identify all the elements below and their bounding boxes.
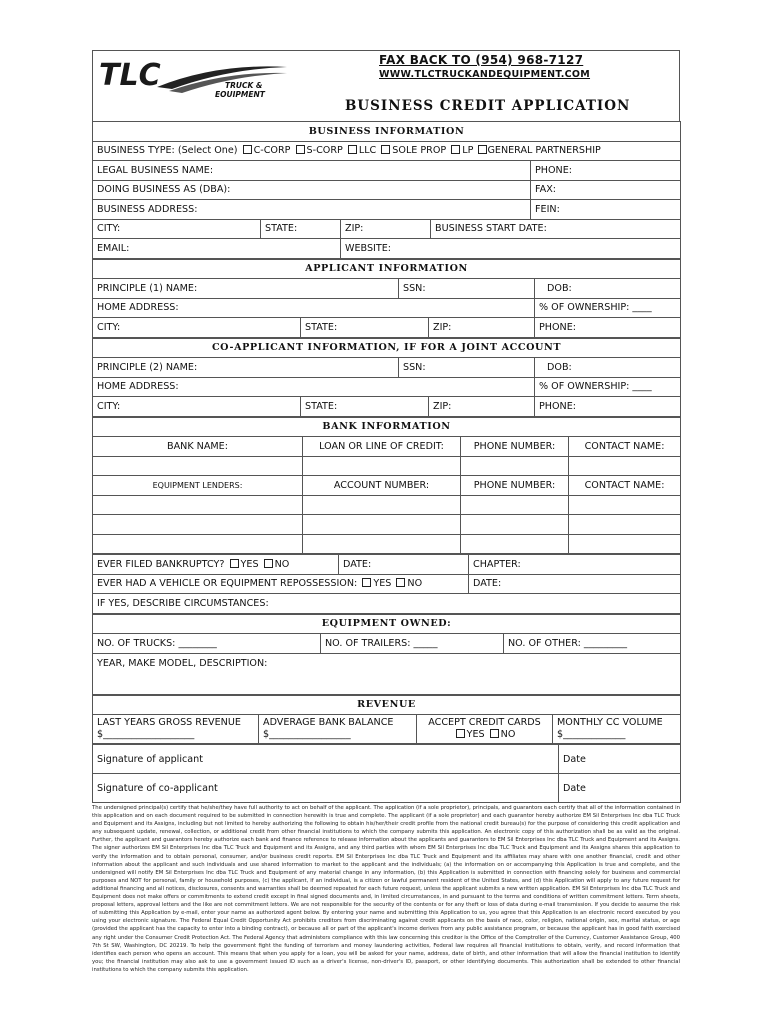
bank-contact-header: CONTACT NAME: [569, 437, 681, 457]
bank-table [92, 417, 681, 555]
bankruptcy-no-checkbox[interactable] [264, 559, 273, 568]
section-bank-information: BANK INFORMATION [93, 417, 681, 437]
coapplicant-table [92, 338, 681, 417]
signature-table [92, 744, 681, 803]
page-title: BUSINESS CREDIT APPLICATION [345, 98, 631, 114]
history-table [92, 554, 681, 614]
applicant-signature-field[interactable]: Signature of applicant [93, 745, 559, 774]
website-link[interactable]: WWW.TLCTRUCKANDEQUIPMENT.COM [379, 69, 591, 80]
lender-row-cell[interactable] [569, 495, 681, 515]
accept-credit-cards-field[interactable]: ACCEPT CREDIT CARDS YES NO [417, 715, 553, 744]
bank-row-cell[interactable] [461, 456, 569, 476]
credit-application-form [92, 50, 680, 974]
lender-row-cell[interactable] [303, 515, 461, 535]
fein-field[interactable]: FEIN: [531, 200, 681, 220]
principal-2-phone-field[interactable]: PHONE: [535, 397, 681, 417]
principal-1-state-field[interactable]: STATE: [301, 318, 429, 338]
lender-phone-header: PHONE NUMBER: [461, 476, 569, 496]
section-revenue: REVENUE [93, 695, 681, 715]
lender-row-cell[interactable] [461, 495, 569, 515]
bankruptcy-date-field[interactable]: DATE: [339, 555, 469, 575]
business-address-field[interactable]: BUSINESS ADDRESS: [93, 200, 531, 220]
business-phone-field[interactable]: PHONE: [531, 161, 681, 181]
cards-no-checkbox[interactable] [490, 729, 499, 738]
bank-row-cell[interactable] [569, 456, 681, 476]
trucks-count-field[interactable]: NO. OF TRUCKS: ________ [93, 634, 321, 654]
section-business-information: BUSINESS INFORMATION [93, 122, 681, 142]
principal-2-state-field[interactable]: STATE: [301, 397, 429, 417]
bankruptcy-field[interactable]: EVER FILED BANKRUPTCY? YES NO [93, 555, 339, 575]
business-start-date-field[interactable]: BUSINESS START DATE: [431, 219, 681, 239]
equipment-lenders-header: EQUIPMENT LENDERS: [93, 476, 303, 496]
principal-1-name-field[interactable]: PRINCIPLE (1) NAME: [93, 279, 399, 299]
business-table [92, 121, 681, 259]
fax-back-number: FAX BACK TO (954) 968-7127 [379, 53, 584, 67]
cards-yes-checkbox[interactable] [456, 729, 465, 738]
authorization-disclosure-text: The undersigned principal(s) certify that he/she/they have full authority to act on behalf of the applicant. The application (if a sole proprietor), principals, and guarantors each certify that all of the information contained in this application and on each document required to be submitted in connection herewith is true and complete. The applicant (if a sole proprietor) and each guarantor hereby authorize EM Sil Enterprises Inc dba TLC Truck and Equipment and its Assigns, including but not limited to hereby authorizing the following to obtain his/her/their credit profile from the national credit bureau(s) for the purpose of considering this credit application and any subsequent update, renewal, collection, or additional credit from other financial institutions to which the company submits this application. An electronic copy of this authorization shall be as valid as the original. Further, the applicant and guarantors hereby authorize each bank and finance reference to release information about the applicants and guarantors to EM Sil Enterprises Inc dba TLC Truck and Equipment and its Assigns. The signer authorizes EM Sil Enterprises Inc dba TLC Truck and Equipment and its Assigns, and any third parties with whom EM Sil Enterprises Inc dba TLC Truck and Equipment and its Assigns shares this application to verify the information and to obtain personal, consumer, and/or business credit reports. EM Sil Enterprises Inc dba TLC Truck and Equipment and its affiliates may share with one another financial, credit and other information about the applicant and such individuals and use shared information to market to the applicant and the individuals; (a) the information on or accompanying this Application is true and complete, and the undersigned will notify EM Sil Enterprises Inc dba TLC Truck and Equipment of any material change in any information, (b) this Application is submitted in connection with financing solely for business and commercial purposes and NOT for personal, family or household purposes, (c) the applicant, if an individual, is a citizen or lawful permanent resident of the United States, and (d) this Application will apply to any future request for additional financing and all notices, disclosures, consents and warranties shall be deemed repeated for each future request, unless the applicant submits a new written application. EM Sil Enterprises Inc dba TLC Truck and Equipment does not make offers or commitments to extend credit except in final signed documents and, in limited circumstances, in and pursuant to the terms and conditions of written commitment letters. Term sheets, proposal letters, approval letters and the like are not commitment letters. We are not responsible for the security of the contents or for any theft or loss of data during e-mail transmission. If you decide to assume the risk of submitting this Application by e-mail, enter your name as authorized agent below. By entering your name and submitting this Application to us, you agree that this Application is an electronic record executed by you using your electronic signature. The Federal Equal Credit Opportunity Act prohibits creditors from discriminating against credit applicants on the basis of race, color, religion, national origin, sex, marital status, or age (provided the applicant has the capacity to enter into a binding contract), or because all or part of the applicant's income derives from any public assistance program, or because the applicant has in good faith exercised any right under the Consumer Credit Protection Act. The Federal Agency that administers compliance with this law concerning this creditor is the Office of the Comptroller of the Currency, Customer Assistance Group, 400 7th St SW, Washington, DC 20219. To help the government fight the funding of terrorism and money laundering activities, Federal law requires all financial institutions to obtain, verify, and record information that identifies each person who opens an account. This means that when you apply for a loan, you will be asked for your name, address, date of birth, and other information that will allow the financial institution to identify you; the financial institution may also ask to use a government issued ID such as a driver's license, non-driver's ID, passport, or other identifying documents. This authorization shall be extended to other financial institutions to which the company submits this application. [92, 805, 680, 973]
svg-text:TRUCK &: TRUCK & [225, 81, 263, 90]
describe-circumstances-field[interactable]: IF YES, DESCRIBE CIRCUMSTANCES: [93, 594, 681, 614]
business-website-field[interactable]: WEBSITE: [341, 239, 681, 259]
principal-2-dob-field[interactable]: DOB: [535, 358, 681, 378]
principal-1-dob-field[interactable]: DOB: [535, 279, 681, 299]
section-applicant-information: APPLICANT INFORMATION [93, 259, 681, 279]
sole-prop-checkbox[interactable] [381, 145, 390, 154]
business-state-field[interactable]: STATE: [261, 219, 341, 239]
coapplicant-signature-field[interactable]: Signature of co-applicant [93, 774, 559, 803]
s-corp-checkbox[interactable] [296, 145, 305, 154]
repossession-yes-checkbox[interactable] [362, 578, 371, 587]
other-count-field[interactable]: NO. OF OTHER: _________ [504, 634, 681, 654]
repossession-field[interactable]: EVER HAD A VEHICLE OR EQUIPMENT REPOSSESSION: YES NO [93, 574, 469, 594]
principal-1-zip-field[interactable]: ZIP: [429, 318, 535, 338]
principal-2-city-field[interactable]: CITY: [93, 397, 301, 417]
coapplicant-date-field[interactable]: Date [559, 774, 681, 803]
principal-2-home-address-field[interactable]: HOME ADDRESS: [93, 377, 535, 397]
business-city-field[interactable]: CITY: [93, 219, 261, 239]
trailers-count-field[interactable]: NO. OF TRAILERS: _____ [321, 634, 504, 654]
lender-row-cell[interactable] [303, 534, 461, 554]
section-coapplicant-information: CO-APPLICANT INFORMATION, IF FOR A JOINT ACCOUNT [93, 338, 681, 358]
lender-row-cell[interactable] [461, 534, 569, 554]
c-corp-checkbox[interactable] [243, 145, 252, 154]
business-zip-field[interactable]: ZIP: [341, 219, 431, 239]
bank-balance-field[interactable]: ADVERAGE BANK BALANCE $_________________ [259, 715, 417, 744]
equipment-description-field[interactable]: YEAR, MAKE MODEL, DESCRIPTION: [93, 653, 681, 694]
lender-row-cell[interactable] [303, 495, 461, 515]
tlc-logo [97, 57, 287, 97]
principal-2-ssn-field[interactable]: SSN: [399, 358, 535, 378]
bankruptcy-chapter-field[interactable]: CHAPTER: [469, 555, 681, 575]
account-number-header: ACCOUNT NUMBER: [303, 476, 461, 496]
section-equipment-owned: EQUIPMENT OWNED: [93, 614, 681, 634]
svg-text:EQUIPMENT: EQUIPMENT [215, 90, 265, 97]
bank-row-cell[interactable] [93, 456, 303, 476]
business-type-field[interactable]: BUSINESS TYPE: (Select One) C-CORP S-CORP LLC SOLE PROP LP GENERAL PARTNERSHIP [93, 141, 681, 161]
lender-row-cell[interactable] [461, 515, 569, 535]
loan-line-header: LOAN OR LINE OF CREDIT: [303, 437, 461, 457]
bank-row-cell[interactable] [303, 456, 461, 476]
lender-row-cell[interactable] [93, 515, 303, 535]
legal-business-name-field[interactable]: LEGAL BUSINESS NAME: [93, 161, 531, 181]
lender-row-cell[interactable] [569, 515, 681, 535]
llc-checkbox[interactable] [348, 145, 357, 154]
principal-1-ownership-field[interactable]: % OF OWNERSHIP: ____ [535, 298, 681, 318]
lender-contact-header: CONTACT NAME: [569, 476, 681, 496]
principal-2-name-field[interactable]: PRINCIPLE (2) NAME: [93, 358, 399, 378]
repossession-no-checkbox[interactable] [396, 578, 405, 587]
principal-1-home-address-field[interactable]: HOME ADDRESS: [93, 298, 535, 318]
business-fax-field[interactable]: FAX: [531, 180, 681, 200]
principal-2-ownership-field[interactable]: % OF OWNERSHIP: ____ [535, 377, 681, 397]
bank-name-header: BANK NAME: [93, 437, 303, 457]
lender-row-cell[interactable] [93, 534, 303, 554]
bankruptcy-yes-checkbox[interactable] [230, 559, 239, 568]
business-email-field[interactable]: EMAIL: [93, 239, 341, 259]
dba-field[interactable]: DOING BUSINESS AS (DBA): [93, 180, 531, 200]
principal-1-phone-field[interactable]: PHONE: [535, 318, 681, 338]
svg-text:TLC: TLC [99, 58, 161, 93]
principal-1-city-field[interactable]: CITY: [93, 318, 301, 338]
gross-revenue-field[interactable]: LAST YEARS GROSS REVENUE $___________________ [93, 715, 259, 744]
applicant-table [92, 259, 681, 338]
applicant-date-field[interactable]: Date [559, 745, 681, 774]
repossession-date-field[interactable]: DATE: [469, 574, 681, 594]
equipment-table [92, 614, 681, 695]
monthly-cc-volume-field[interactable]: MONTHLY CC VOLUME $_____________ [553, 715, 681, 744]
bank-phone-header: PHONE NUMBER: [461, 437, 569, 457]
form-header [92, 50, 680, 121]
lp-checkbox[interactable] [451, 145, 460, 154]
principal-2-zip-field[interactable]: ZIP: [429, 397, 535, 417]
principal-1-ssn-field[interactable]: SSN: [399, 279, 535, 299]
revenue-table [92, 695, 681, 745]
lender-row-cell[interactable] [569, 534, 681, 554]
lender-row-cell[interactable] [93, 495, 303, 515]
